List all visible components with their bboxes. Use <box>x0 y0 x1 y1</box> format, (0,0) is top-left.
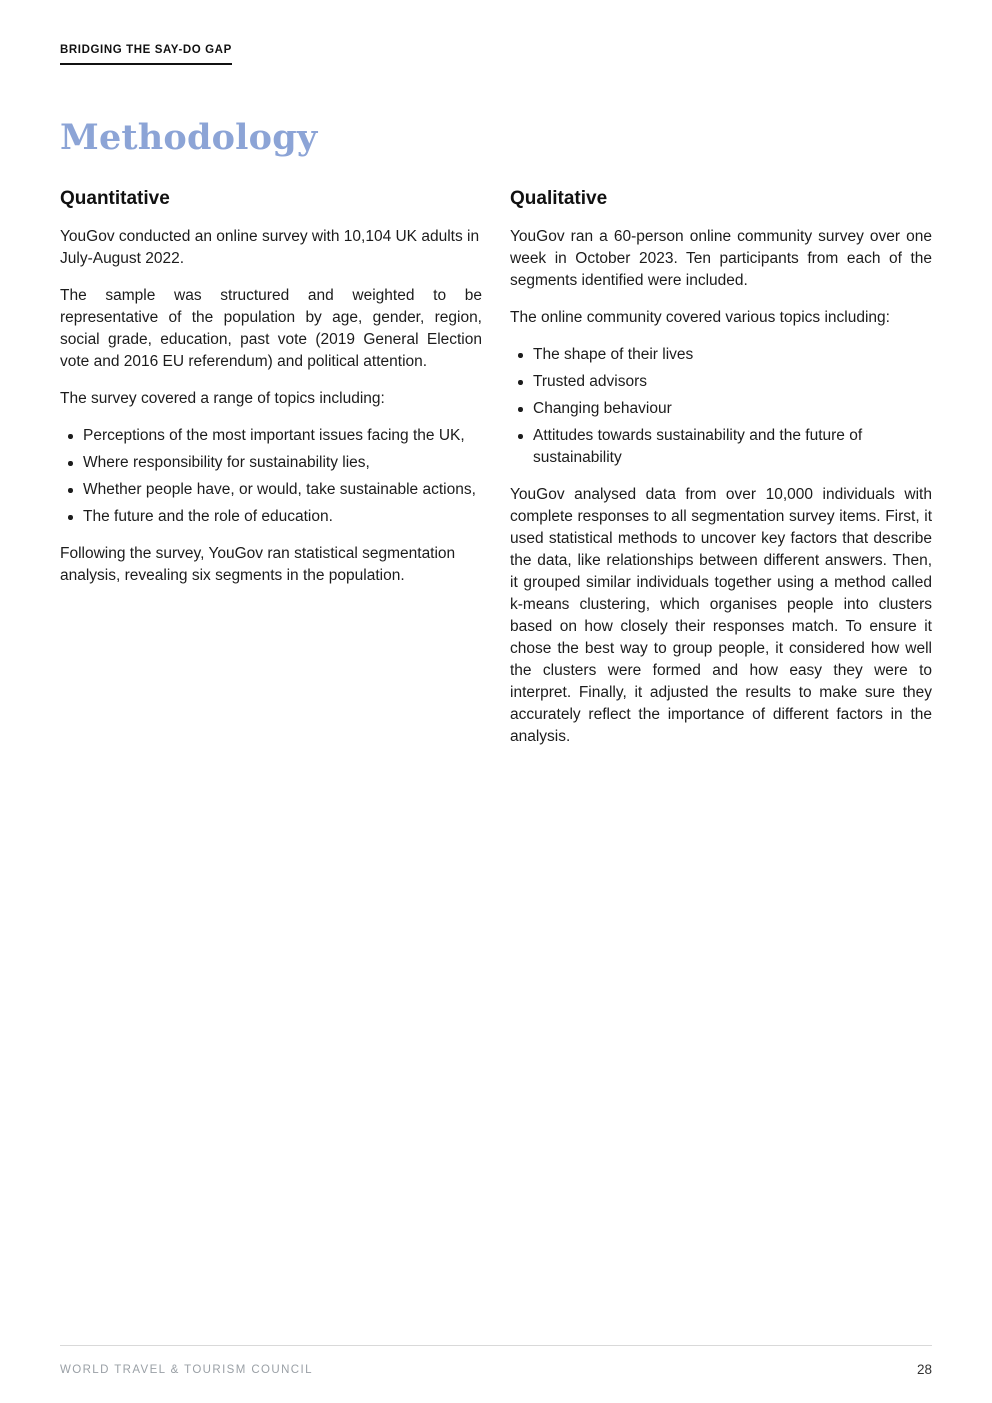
list-item: Where responsibility for sustainability lies, <box>66 452 482 474</box>
section-quantitative <box>60 188 482 763</box>
list-item: Changing behaviour <box>516 398 932 420</box>
list-item: The shape of their lives <box>516 344 932 366</box>
quantitative-bullet-list <box>66 425 482 528</box>
qualitative-paragraph-1: YouGov ran a 60-person online community survey over one week in October 2023. Ten participants from each of the segments identified were included. <box>510 228 932 289</box>
quantitative-heading: Quantitative <box>60 188 170 209</box>
section-qualitative <box>510 188 932 763</box>
two-column-layout <box>60 188 932 763</box>
page-number: 28 <box>916 1362 932 1377</box>
qualitative-bullet-list <box>516 344 932 469</box>
page-title: Methodology <box>60 117 318 158</box>
quantitative-paragraph-2: The sample was structured and weighted to be representative of the population by age, gender, region, social grade, education, past vote (2019 General Election vote and 2016 EU referendum) and political attention. <box>60 287 482 370</box>
quantitative-paragraph-1: YouGov conducted an online survey with 10,104 UK adults in July-August 2022. <box>60 228 480 267</box>
qualitative-paragraph-3: YouGov analysed data from over 10,000 individuals with complete responses to all segmentation survey items. First, it used statistical methods to uncover key factors that describe the data, like relationships between different answers. Then, it grouped similar individuals together using a method called k-means clustering, which organises people into clusters based on how closely their responses match. To ensure it chose the best way to group people, it considered how well the clusters were formed and how easy they were to interpret. Finally, it adjusted the results to make sure they accurately reflect the importance of different factors in the analysis. <box>510 486 932 745</box>
running-header: BRIDGING THE SAY-DO GAP <box>60 44 232 65</box>
list-item: The future and the role of education. <box>66 506 482 528</box>
page-footer <box>60 1345 932 1403</box>
qualitative-heading: Qualitative <box>510 188 608 209</box>
qualitative-paragraph-2: The online community covered various topics including: <box>510 309 890 326</box>
list-item: Whether people have, or would, take sustainable actions, <box>66 479 482 501</box>
list-item: Trusted advisors <box>516 371 932 393</box>
quantitative-paragraph-4: Following the survey, YouGov ran statistical segmentation analysis, revealing six segments in the population. <box>60 545 456 584</box>
list-item: Attitudes towards sustainability and the future of sustainability <box>516 425 932 469</box>
list-item: Perceptions of the most important issues facing the UK, <box>66 425 482 447</box>
quantitative-paragraph-3: The survey covered a range of topics including: <box>60 390 385 407</box>
footer-organisation: WORLD TRAVEL & TOURISM COUNCIL <box>60 1363 313 1376</box>
